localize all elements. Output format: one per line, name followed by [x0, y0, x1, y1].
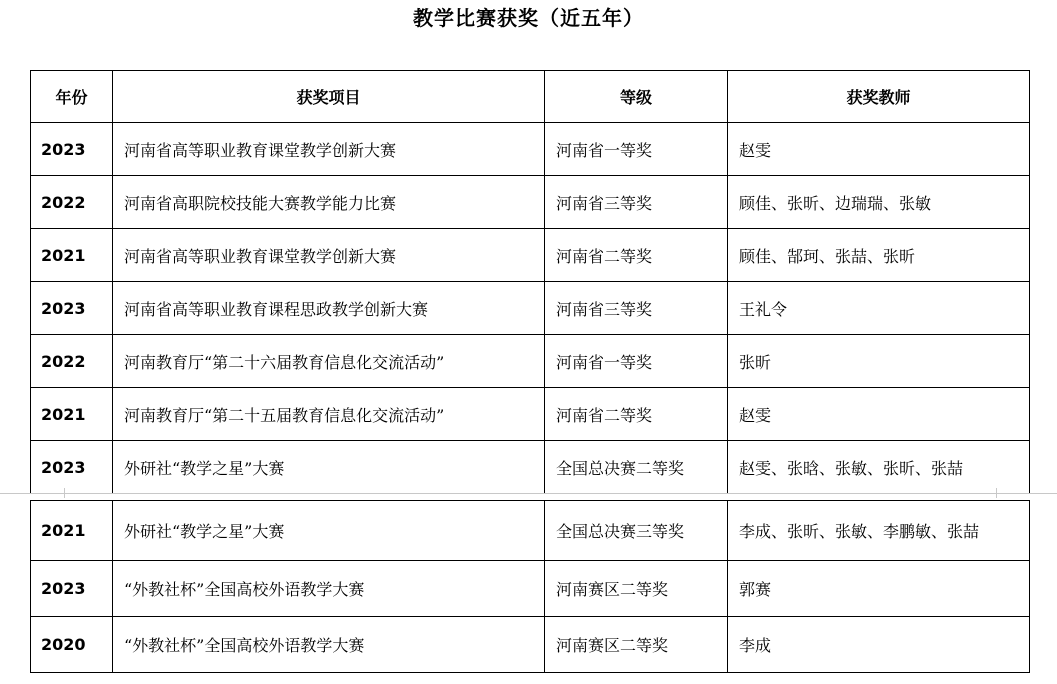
cell-project: 外研社“教学之星”大赛	[113, 441, 545, 494]
cell-year: 2021	[31, 501, 113, 561]
cell-level: 全国总决赛二等奖	[545, 441, 728, 494]
cell-teachers: 顾佳、郜珂、张喆、张昕	[728, 229, 1030, 282]
cell-year: 2023	[31, 441, 113, 494]
table-row	[31, 501, 1030, 561]
cell-teachers: 王礼令	[728, 282, 1030, 335]
page-break-tick	[64, 488, 65, 498]
cell-level: 河南省一等奖	[545, 123, 728, 176]
cell-year: 2022	[31, 335, 113, 388]
cell-year: 2021	[31, 388, 113, 441]
table-row	[31, 123, 1030, 176]
table-row	[31, 176, 1030, 229]
table-row	[31, 229, 1030, 282]
cell-year: 2023	[31, 282, 113, 335]
cell-teachers: 赵雯	[728, 388, 1030, 441]
cell-project: 河南省高等职业教育课堂教学创新大赛	[113, 123, 545, 176]
cell-year: 2022	[31, 176, 113, 229]
cell-project: 河南省高等职业教育课堂教学创新大赛	[113, 229, 545, 282]
page-break-tick	[996, 488, 997, 498]
cell-level: 河南省二等奖	[545, 388, 728, 441]
table-row	[31, 441, 1030, 494]
header-level: 等级	[545, 71, 728, 123]
cell-year: 2020	[31, 617, 113, 673]
awards-table-continued	[30, 500, 1030, 673]
cell-teachers: 郭赛	[728, 561, 1030, 617]
cell-teachers: 张昕	[728, 335, 1030, 388]
cell-teachers: 李成、张昕、张敏、李鹏敏、张喆	[728, 501, 1030, 561]
cell-teachers: 赵雯、张晗、张敏、张昕、张喆	[728, 441, 1030, 494]
cell-level: 河南省三等奖	[545, 176, 728, 229]
header-year: 年份	[31, 71, 113, 123]
table-row	[31, 388, 1030, 441]
cell-project: 河南教育厅“第二十五届教育信息化交流活动”	[113, 388, 545, 441]
header-teachers: 获奖教师	[728, 71, 1030, 123]
table-header-row	[31, 71, 1030, 123]
header-project: 获奖项目	[113, 71, 545, 123]
cell-project: “外教社杯”全国高校外语教学大赛	[113, 561, 545, 617]
cell-project: 河南省高职院校技能大赛教学能力比赛	[113, 176, 545, 229]
cell-project: “外教社杯”全国高校外语教学大赛	[113, 617, 545, 673]
cell-level: 全国总决赛三等奖	[545, 501, 728, 561]
cell-teachers: 李成	[728, 617, 1030, 673]
cell-project: 河南省高等职业教育课程思政教学创新大赛	[113, 282, 545, 335]
table-row	[31, 335, 1030, 388]
table-row	[31, 282, 1030, 335]
table-row	[31, 561, 1030, 617]
cell-level: 河南赛区二等奖	[545, 617, 728, 673]
page-title: 教学比赛获奖（近五年）	[413, 6, 644, 30]
cell-year: 2021	[31, 229, 113, 282]
cell-teachers: 赵雯	[728, 123, 1030, 176]
cell-level: 河南省二等奖	[545, 229, 728, 282]
cell-project: 外研社“教学之星”大赛	[113, 501, 545, 561]
cell-project: 河南教育厅“第二十六届教育信息化交流活动”	[113, 335, 545, 388]
page-break-divider	[0, 493, 1057, 494]
cell-year: 2023	[31, 561, 113, 617]
cell-year: 2023	[31, 123, 113, 176]
awards-table	[30, 70, 1030, 494]
cell-teachers: 顾佳、张昕、边瑞瑞、张敏	[728, 176, 1030, 229]
table-row	[31, 617, 1030, 673]
cell-level: 河南赛区二等奖	[545, 561, 728, 617]
cell-level: 河南省三等奖	[545, 282, 728, 335]
cell-level: 河南省一等奖	[545, 335, 728, 388]
